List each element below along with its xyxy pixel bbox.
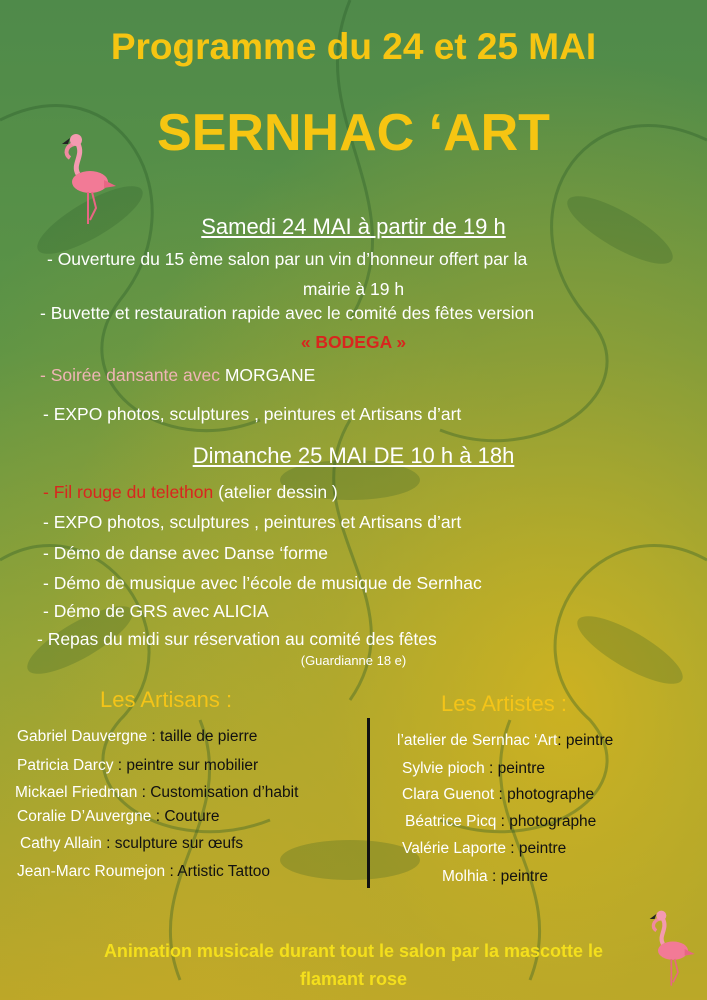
list-item: l’atelier de Sernhac ‘Art: peintre	[397, 732, 614, 749]
list-item: Clara Guenot : photographe	[402, 786, 595, 803]
list-item: Patricia Darcy : peintre sur mobilier	[17, 757, 259, 774]
sunday-line-grs: - Démo de GRS avec ALICIA	[43, 601, 269, 621]
list-item: Cathy Allain : sculpture sur œufs	[20, 835, 244, 852]
footer-line-1: Animation musicale durant tout le salon par la mascotte le	[103, 941, 604, 961]
telethon-rest: (atelier dessin )	[213, 482, 338, 502]
saturday-heading: Samedi 24 MAI à partir de 19 h	[201, 214, 506, 239]
sunday-repas-note: (Guardianne 18 e)	[300, 653, 407, 668]
artisans-title: Les Artisans :	[100, 687, 233, 712]
sunday-line-danse: - Démo de danse avec Danse ‘forme	[43, 543, 328, 563]
sunday-line-repas: - Repas du midi sur réservation au comité des fêtes	[37, 629, 437, 649]
artistes-title: Les Artistes :	[441, 691, 567, 716]
footer-line-2: flamant rose	[299, 969, 408, 989]
list-item: Valérie Laporte : peintre	[402, 840, 567, 857]
saturday-line-expo: - EXPO photos, sculptures , peintures et Artisans d’art	[43, 404, 462, 424]
soiree-prefix: - Soirée dansante avec	[40, 365, 225, 385]
saturday-line-opening-cont: mairie à 19 h	[302, 279, 405, 299]
list-item: Mickael Friedman : Customisation d’habit	[15, 784, 299, 801]
saturday-line-buvette: - Buvette et restauration rapide avec le comité des fêtes version	[40, 303, 535, 323]
telethon-highlight: - Fil rouge du telethon	[43, 482, 214, 502]
list-item: Jean-Marc Roumejon : Artistic Tattoo	[17, 863, 271, 880]
list-item: Coralie D’Auvergne : Couture	[17, 808, 220, 825]
title-dates: Programme du 24 et 25 MAI	[110, 26, 597, 67]
sunday-line-telethon	[43, 482, 338, 503]
sunday-line-expo: - EXPO photos, sculptures , peintures et Artisans d’art	[43, 512, 462, 532]
sunday-line-musique: - Démo de musique avec l’école de musique de Sernhac	[43, 573, 482, 593]
saturday-line-soiree	[40, 365, 315, 386]
list-item: Gabriel Dauvergne : taille de pierre	[17, 728, 258, 745]
saturday-line-opening: - Ouverture du 15 ème salon par un vin d’honneur offert par la	[47, 249, 528, 269]
column-divider	[367, 718, 370, 888]
list-item: Sylvie pioch : peintre	[402, 760, 546, 777]
list-item: Molhia : peintre	[442, 868, 548, 885]
saturday-bodega-highlight: « BODEGA »	[300, 332, 407, 352]
title-event-name: SERNHAC ‘ART	[157, 104, 550, 162]
list-item: Béatrice Picq : photographe	[405, 813, 597, 830]
sunday-heading: Dimanche 25 MAI DE 10 h à 18h	[192, 443, 515, 468]
soiree-artist: MORGANE	[224, 365, 316, 385]
